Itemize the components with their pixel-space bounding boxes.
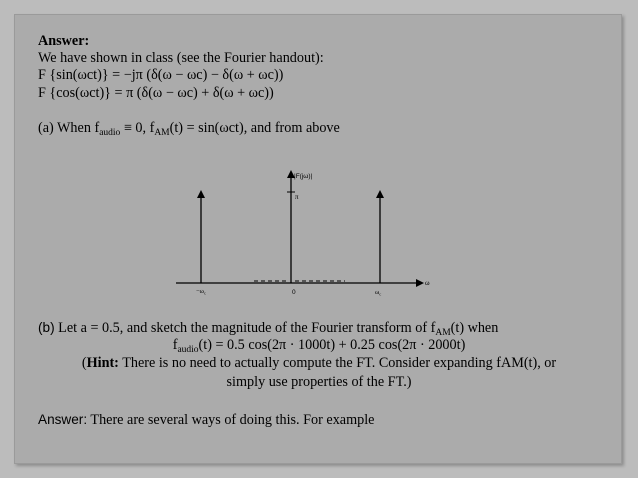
hint-line-2: simply use properties of the FT.) bbox=[226, 374, 412, 390]
answer-footer-text: There are several ways of doing this. For example bbox=[87, 412, 375, 428]
pos-wc-sub: c bbox=[379, 291, 382, 297]
hint-text: There is no need to actually compute the FT. Consider expanding fAM(t), or bbox=[118, 355, 557, 371]
part-b-equation bbox=[0, 337, 638, 354]
neg-wc-text: −ω bbox=[196, 288, 204, 295]
answer-footer-label: Answer: bbox=[38, 412, 88, 427]
neg-wc-sub: c bbox=[203, 290, 206, 296]
part-b-label: (b) bbox=[38, 320, 55, 335]
hint-label: Hint: bbox=[86, 355, 119, 371]
part-a-prefix: (a) When f bbox=[38, 120, 100, 136]
pos-wc-text: ω bbox=[375, 289, 380, 296]
part-a-suffix: (t) = sin(ωct), and from above bbox=[169, 120, 340, 136]
answer-footer bbox=[38, 411, 374, 429]
y-axis-label: |F(jω)| bbox=[294, 173, 313, 180]
zero-label: 0 bbox=[292, 289, 296, 296]
intro-line: We have shown in class (see the Fourier handout): bbox=[38, 50, 324, 66]
neg-wc-label bbox=[196, 288, 206, 296]
part-a-mid: ≡ 0, f bbox=[120, 120, 155, 136]
equation-rest: (t) = 0.5 cos(2π · 1000t) + 0.25 cos(2π · 2000t) bbox=[198, 337, 466, 353]
pos-wc-label bbox=[375, 289, 381, 297]
sin-transform-line: F {sin(ωct)} = −jπ (δ(ω − ωc) − δ(ω + ωc)) bbox=[38, 67, 284, 83]
hint-open: ( bbox=[81, 355, 87, 371]
equation-sub-audio: audio bbox=[177, 345, 199, 355]
part-b-prefix: Let a = 0.5, and sketch the magnitude of the Fourier transform of f bbox=[54, 320, 436, 336]
pi-label: π bbox=[295, 193, 299, 201]
hint-line-1 bbox=[0, 355, 638, 372]
answer-heading: Answer: bbox=[38, 33, 90, 49]
part-b-statement bbox=[38, 319, 498, 337]
part-a-sub-am: AM bbox=[154, 128, 170, 138]
equation-f: f bbox=[172, 337, 178, 353]
cos-transform-line: F {cos(ωct)} = π (δ(ω − ωc) + δ(ω + ωc)) bbox=[38, 85, 274, 101]
part-b-suffix: (t) when bbox=[450, 320, 499, 336]
x-axis-label: ω bbox=[425, 279, 430, 287]
part-a-sub-audio: audio bbox=[99, 128, 121, 138]
part-b-sub-am: AM bbox=[435, 328, 451, 338]
